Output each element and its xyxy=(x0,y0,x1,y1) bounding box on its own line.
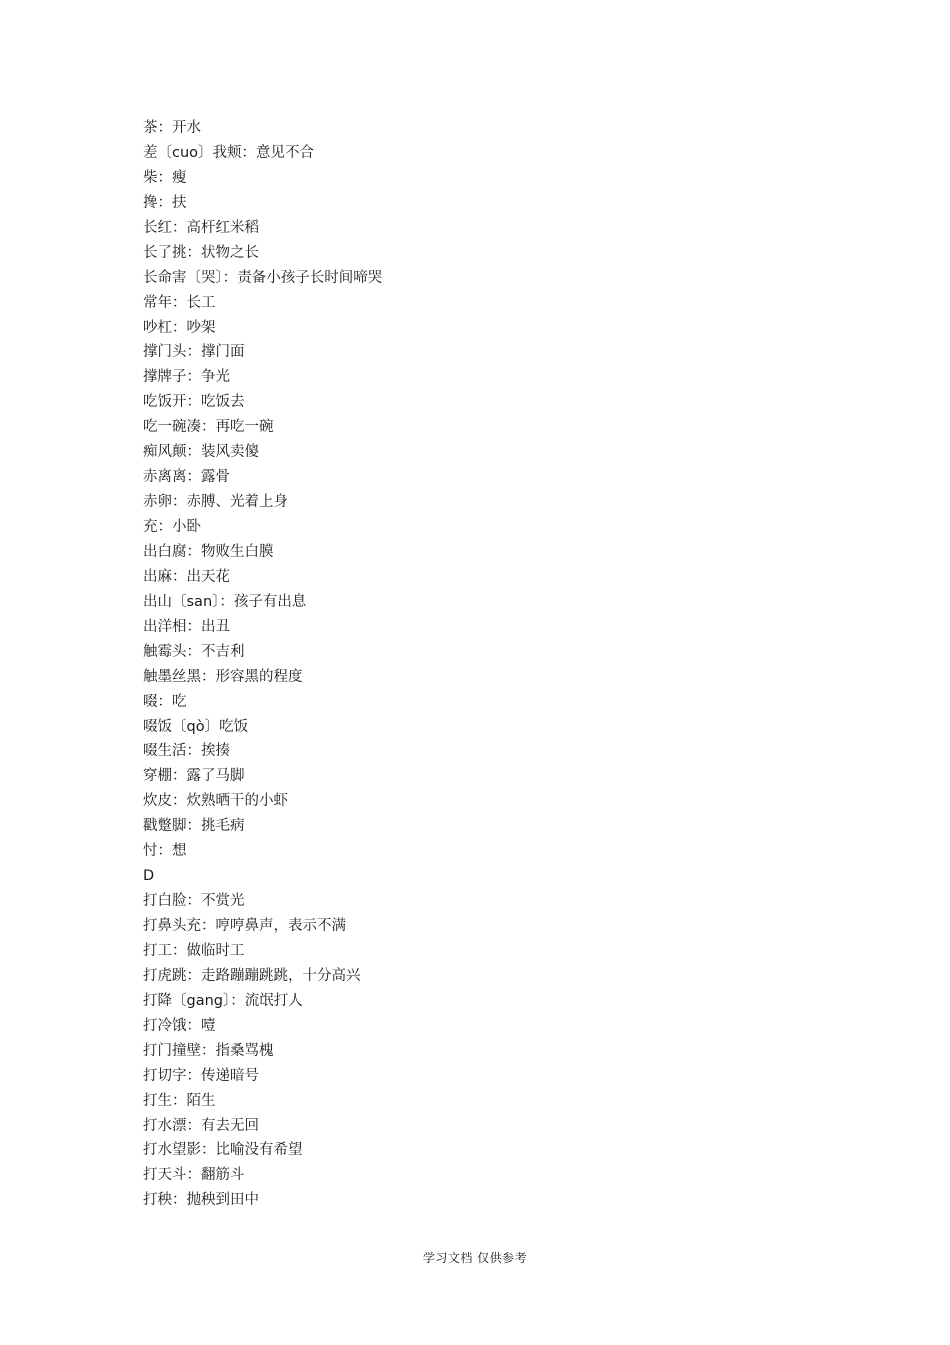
glossary-entry: 出麻：出天花 xyxy=(143,568,230,585)
glossary-entry: 打工：做临时工 xyxy=(143,942,245,959)
glossary-entry: 打降〔gang〕：流氓打人 xyxy=(143,992,303,1009)
glossary-entry: 打生：陌生 xyxy=(143,1092,216,1109)
glossary-entry: 打水漂：有去无回 xyxy=(143,1117,259,1134)
glossary-list xyxy=(143,116,382,1213)
glossary-entry: 触霉头：不吉利 xyxy=(143,643,245,660)
glossary-entry: 打鼻头充：哼哼鼻声，表示不满 xyxy=(143,918,346,934)
glossary-entry: 出洋相：出丑 xyxy=(143,618,230,635)
glossary-entry: 出白腐：物败生白膜 xyxy=(143,543,274,560)
glossary-entry: 吵杠：吵架 xyxy=(143,319,216,336)
glossary-entry: 痴风颠：装风卖傻 xyxy=(143,444,259,461)
glossary-entry: 吃饭开：吃饭去 xyxy=(143,394,245,411)
glossary-entry: 长了挑：状物之长 xyxy=(143,244,259,261)
glossary-entry: 常年：长工 xyxy=(143,294,216,311)
glossary-entry: 打天斗：翻筋斗 xyxy=(143,1167,245,1184)
glossary-entry: 忖：想 xyxy=(143,843,187,860)
glossary-entry: 搀：扶 xyxy=(143,194,187,211)
glossary-entry: 戳蹩脚：挑毛病 xyxy=(143,818,245,835)
glossary-entry: 炊皮：炊熟晒干的小虾 xyxy=(143,793,288,810)
page-footer: 学习文档 仅供参考 xyxy=(422,1251,528,1265)
glossary-entry: 啜：吃 xyxy=(143,693,187,710)
glossary-entry: 出山〔san〕：孩子有出息 xyxy=(143,593,307,610)
glossary-entry: 茶：开水 xyxy=(143,120,201,136)
glossary-entry: 差〔cuo〕我颊：意见不合 xyxy=(143,144,315,161)
glossary-entry: 打门撞壁：指桑骂槐 xyxy=(143,1042,274,1059)
glossary-entry: 柴：瘦 xyxy=(143,169,187,186)
glossary-entry: 啜生活：挨揍 xyxy=(143,743,230,760)
glossary-entry: 吃一碗凑：再吃一碗 xyxy=(143,419,274,436)
glossary-entry: 打冷饿：噎 xyxy=(143,1017,216,1034)
glossary-entry: 打白脸：不赏光 xyxy=(143,893,245,910)
glossary-entry: 撑牌子：争光 xyxy=(143,369,230,386)
glossary-entry: 打切字：传递暗号 xyxy=(143,1067,259,1084)
glossary-entry: 赤卵：赤膊、光着上身 xyxy=(143,494,288,511)
glossary-entry: 打秧：抛秧到田中 xyxy=(143,1192,259,1209)
section-letter: D xyxy=(143,868,155,885)
glossary-entry: 打水望影：比喻没有希望 xyxy=(143,1142,303,1159)
glossary-entry: 触墨丝黑：形容黑的程度 xyxy=(143,668,303,685)
glossary-entry: 打虎跳：走路蹦蹦跳跳，十分高兴 xyxy=(143,967,361,984)
glossary-entry: 充：小卧 xyxy=(143,519,201,535)
glossary-entry: 长红：高杆红米稻 xyxy=(143,219,259,236)
glossary-entry: 啜饭〔qò〕吃饭 xyxy=(143,718,249,735)
glossary-entry: 长命害〔哭〕：责备小孩子长时间啼哭 xyxy=(143,269,383,286)
glossary-entry: 撑门头：撑门面 xyxy=(143,344,245,361)
glossary-entry: 穿棚：露了马脚 xyxy=(143,768,245,785)
glossary-entry: 赤离离：露骨 xyxy=(143,469,230,486)
